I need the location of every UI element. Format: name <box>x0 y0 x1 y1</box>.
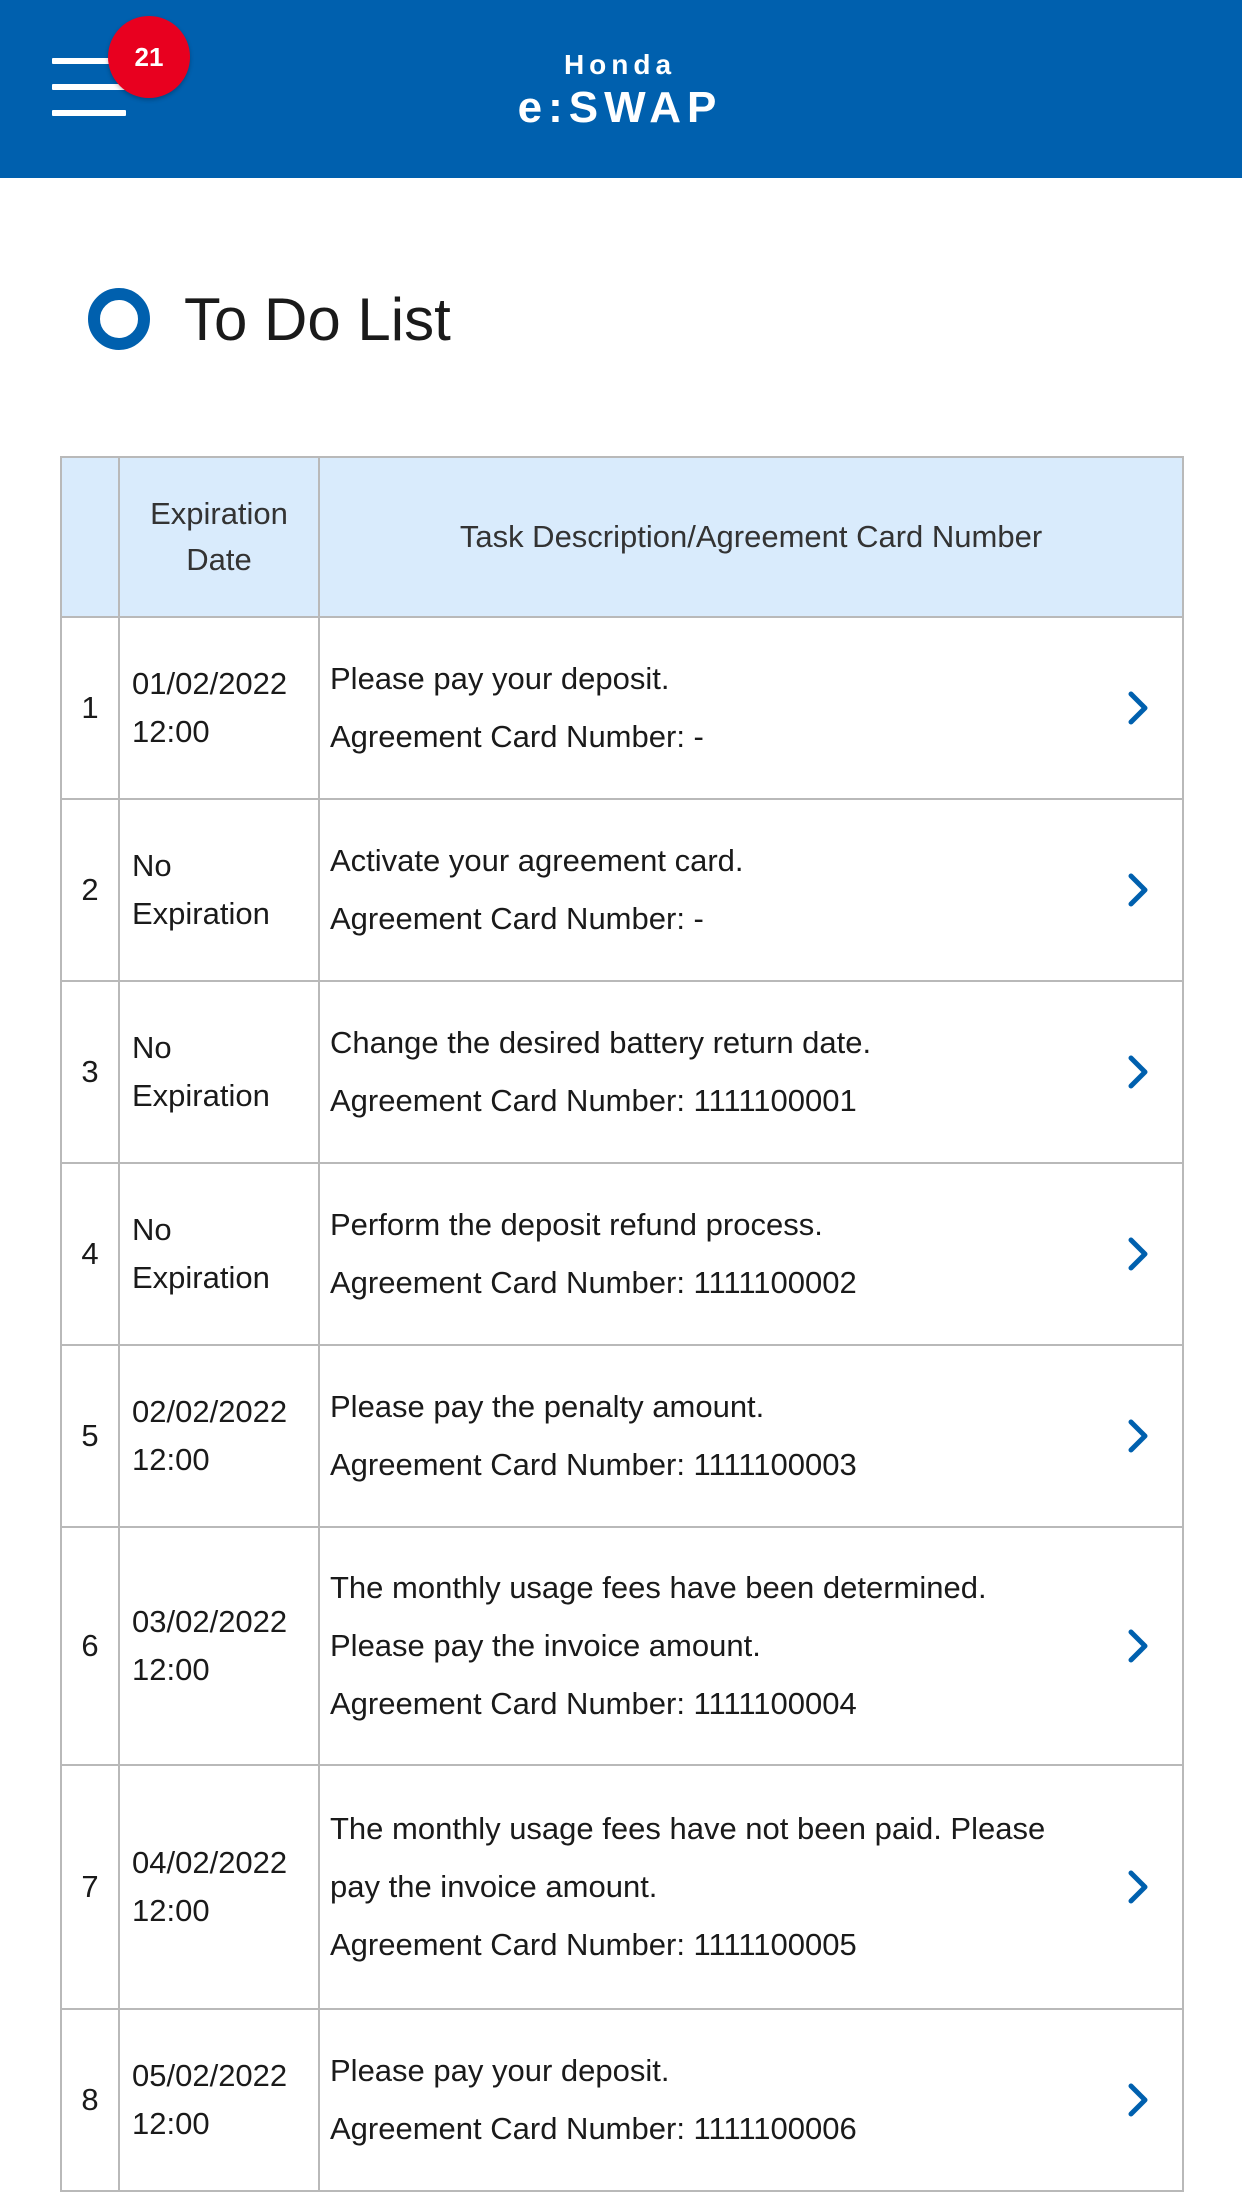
expiration-date-cell <box>119 1527 319 1765</box>
expiration-time-line: Expiration <box>132 1078 270 1113</box>
expiration-date-line: 04/02/2022 <box>132 1845 288 1880</box>
chevron-right-icon[interactable] <box>1116 1050 1160 1094</box>
agreement-card-number: Agreement Card Number: 1111100001 <box>330 1083 857 1118</box>
expiration-time-line: 12:00 <box>132 2106 210 2141</box>
app-header <box>0 0 1242 178</box>
chevron-right-icon[interactable] <box>1116 1232 1160 1276</box>
chevron-right-icon[interactable] <box>1116 868 1160 912</box>
expiration-time-line: 12:00 <box>132 1652 210 1687</box>
task-description-line: Please pay the invoice amount. <box>330 1628 761 1663</box>
agreement-card-number: Agreement Card Number: - <box>330 719 704 754</box>
expiration-date-line: 02/02/2022 <box>132 1394 288 1429</box>
honda-eswap-logo <box>460 50 780 140</box>
row-number: 2 <box>61 799 119 981</box>
expiration-date-line: No <box>132 848 172 883</box>
table-row[interactable] <box>61 799 1183 981</box>
task-description-text <box>330 1378 1181 1494</box>
chevron-right-icon[interactable] <box>1116 686 1160 730</box>
todo-table-body <box>61 617 1183 2191</box>
expiration-time-line: 12:00 <box>132 1893 210 1928</box>
task-description-cell <box>319 1345 1183 1527</box>
task-description-text <box>330 1559 1181 1733</box>
expiration-time-line: Expiration <box>132 1260 270 1295</box>
column-header-task-description: Task Description/Agreement Card Number <box>319 457 1183 617</box>
page-title: To Do List <box>184 285 451 353</box>
task-description-line: The monthly usage fees have not been paid. Please <box>330 1811 1046 1846</box>
agreement-card-number: Agreement Card Number: 1111100005 <box>330 1927 857 1962</box>
table-header-row <box>61 457 1183 617</box>
expiration-date-line: 03/02/2022 <box>132 1604 288 1639</box>
task-description-line: Activate your agreement card. <box>330 843 744 878</box>
task-description-cell <box>319 1527 1183 1765</box>
row-number: 6 <box>61 1527 119 1765</box>
task-description-text <box>330 650 1181 766</box>
todo-table <box>60 456 1184 2192</box>
row-number: 1 <box>61 617 119 799</box>
task-description-text <box>330 832 1181 948</box>
menu-bar-icon <box>52 84 126 90</box>
expiration-time-line: 12:00 <box>132 714 210 749</box>
task-description-text <box>330 1014 1181 1130</box>
task-description-cell <box>319 981 1183 1163</box>
table-row[interactable] <box>61 1765 1183 2009</box>
column-header-expiration-date: Expiration Date <box>119 457 319 617</box>
agreement-card-number: Agreement Card Number: 1111100004 <box>330 1686 857 1721</box>
expiration-date-line: No <box>132 1030 172 1065</box>
table-row[interactable] <box>61 1345 1183 1527</box>
task-description-cell <box>319 1163 1183 1345</box>
task-description-line: Please pay your deposit. <box>330 2053 670 2088</box>
chevron-right-icon[interactable] <box>1116 1624 1160 1668</box>
task-description-cell <box>319 799 1183 981</box>
row-number: 5 <box>61 1345 119 1527</box>
task-description-text <box>330 1800 1181 1974</box>
agreement-card-number: Agreement Card Number: 1111100003 <box>330 1447 857 1482</box>
table-row[interactable] <box>61 1163 1183 1345</box>
agreement-card-number: Agreement Card Number: 1111100002 <box>330 1265 857 1300</box>
table-row[interactable] <box>61 617 1183 799</box>
logo-brand-text: Honda <box>563 49 677 80</box>
expiration-date-line: 05/02/2022 <box>132 2058 288 2093</box>
menu-bar-icon <box>52 110 126 116</box>
task-description-line: Please pay your deposit. <box>330 661 670 696</box>
expiration-date-cell <box>119 617 319 799</box>
task-description-line: Change the desired battery return date. <box>330 1025 872 1060</box>
chevron-right-icon[interactable] <box>1116 1414 1160 1458</box>
task-description-cell <box>319 1765 1183 2009</box>
row-number: 3 <box>61 981 119 1163</box>
expiration-time-line: Expiration <box>132 896 270 931</box>
table-row[interactable] <box>61 981 1183 1163</box>
chevron-right-icon[interactable] <box>1116 2078 1160 2122</box>
expiration-date-cell <box>119 799 319 981</box>
table-row[interactable] <box>61 1527 1183 1765</box>
agreement-card-number: Agreement Card Number: - <box>330 901 704 936</box>
task-description-line: pay the invoice amount. <box>330 1869 658 1904</box>
agreement-card-number: Agreement Card Number: 1111100006 <box>330 2111 857 2146</box>
expiration-time-line: 12:00 <box>132 1442 210 1477</box>
task-description-cell <box>319 2009 1183 2191</box>
expiration-date-cell <box>119 1163 319 1345</box>
expiration-date-cell <box>119 1765 319 2009</box>
task-description-text <box>330 2042 1181 2158</box>
task-description-text <box>330 1196 1181 1312</box>
expiration-date-line: No <box>132 1212 172 1247</box>
chevron-right-icon[interactable] <box>1116 1865 1160 1909</box>
task-description-line: The monthly usage fees have been determined. <box>330 1570 987 1605</box>
row-number: 8 <box>61 2009 119 2191</box>
page-title-row <box>88 284 451 354</box>
row-number: 7 <box>61 1765 119 2009</box>
expiration-date-line: 01/02/2022 <box>132 666 288 701</box>
row-number: 4 <box>61 1163 119 1345</box>
notification-badge[interactable]: 21 <box>108 16 190 98</box>
task-description-line: Perform the deposit refund process. <box>330 1207 823 1242</box>
expiration-date-cell <box>119 981 319 1163</box>
task-description-cell <box>319 617 1183 799</box>
expiration-date-cell <box>119 1345 319 1527</box>
logo-product-text: e:SWAP <box>517 83 723 132</box>
column-header-number <box>61 457 119 617</box>
expiration-date-cell <box>119 2009 319 2191</box>
task-description-line: Please pay the penalty amount. <box>330 1389 765 1424</box>
table-row[interactable] <box>61 2009 1183 2191</box>
title-ring-icon <box>88 288 150 350</box>
